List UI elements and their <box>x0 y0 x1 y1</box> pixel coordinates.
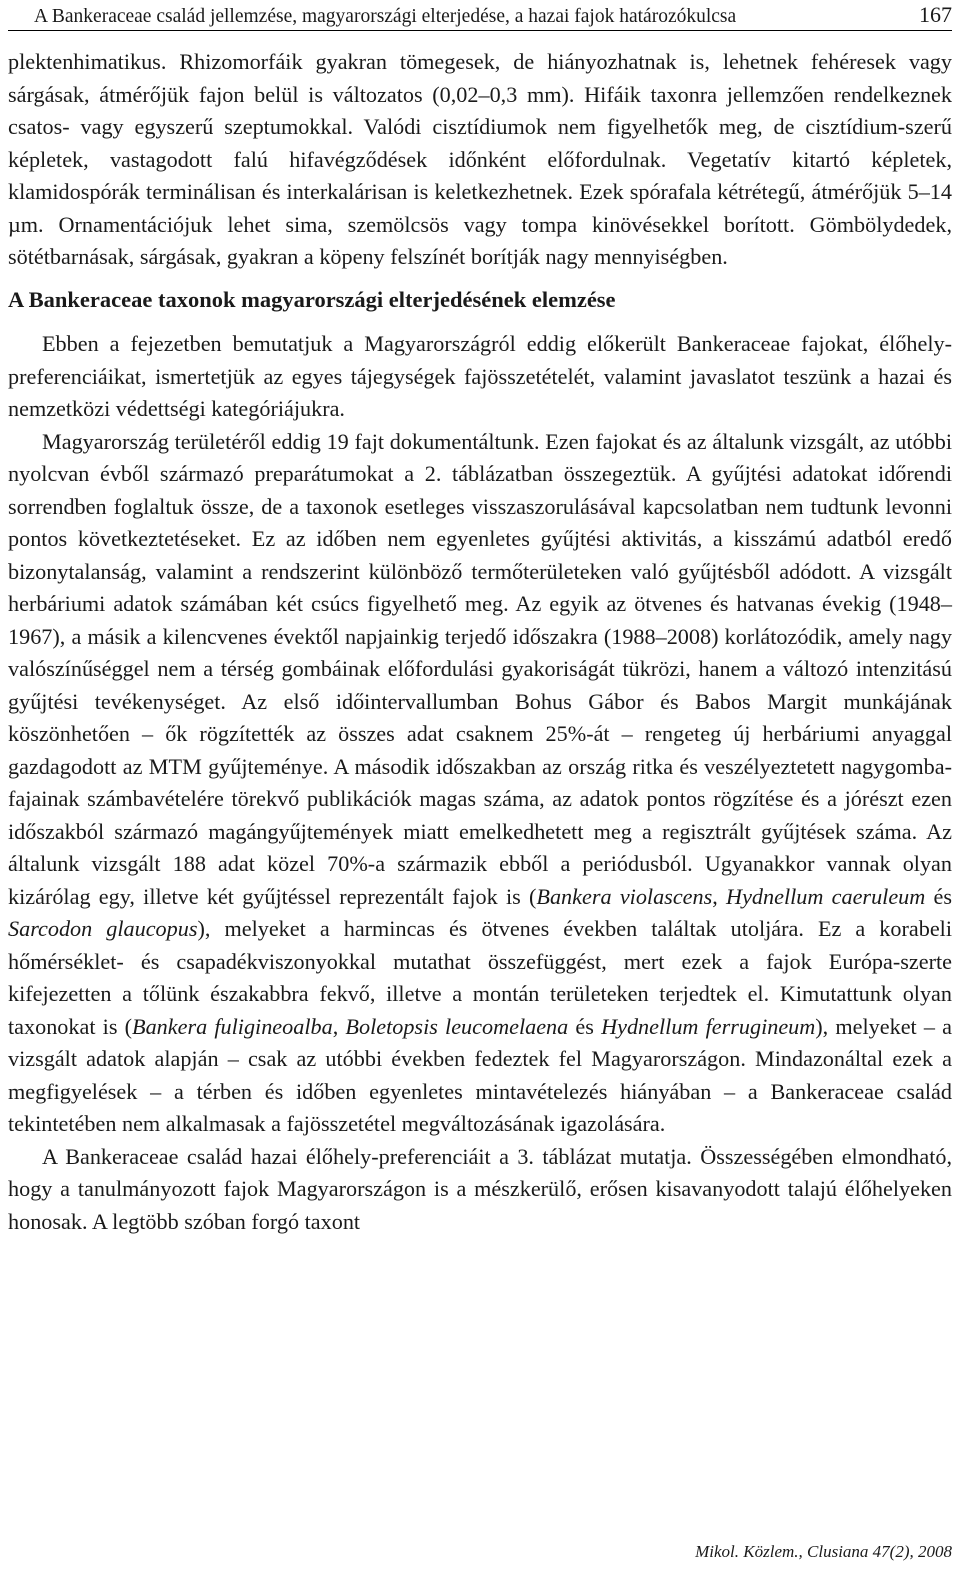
page-number: 167 <box>919 2 952 27</box>
body-text <box>8 46 952 1238</box>
separator: , <box>332 1013 346 1039</box>
separator: és <box>568 1013 602 1039</box>
running-head <box>8 0 952 31</box>
paragraph-intro: Ebben a fejezetben bemutatjuk a Magyarországról eddig előkerült Bankeraceae fajokat, élőhely-preferenciáikat, ismertetjük az egyes tájegységek fajösszetételét, valamint javaslatot teszünk a hazai és nemzetközi védettségi kategóriájukra. <box>8 331 952 421</box>
species-name: Sarcodon glaucopus <box>8 916 198 941</box>
separator: és <box>925 883 953 909</box>
species-name: Bankera fuligineoalba <box>132 1013 333 1039</box>
separator: , <box>712 883 727 909</box>
paragraph-continuation: plektenhimatikus. Rhizomorfáik gyakran tömegesek, de hiányozhatnak is, lehetnek fehéresek vagy sárgásak, átmérőjük fajon belül is változatos (0,02–0,3 mm). Hifáik taxonra jellemzően rendelkeznek csatos- vagy egyszerű szeptumokkal. Valódi cisztídiumok nem figyelhetők meg, de cisztídium-szerű képletek, vastagodott falú hifavégződések időnként előfordulnak. Vegetatív kitartó képletek, klamidospórák terminálisan és interkalárisan is keletkezhetnek. Ezek spórafala kétrétegű, átmérőjük 5–14 µm. Ornamentációjuk lehet sima, szemölcsös vagy tompa kinövésekkel borított. Gömbölydedek, sötétbarnásak, sárgásak, gyakran a köpeny felszínét borítják nagy mennyiségben. <box>8 49 952 269</box>
species-name: Boletopsis leucomelaena <box>345 1013 569 1039</box>
section-heading: A Bankeraceae taxonok magyarországi elterjedésének elemzése <box>8 286 616 312</box>
species-name: Bankera violascens <box>536 883 713 909</box>
running-head-title: A Bankeraceae család jellemzése, magyarországi elterjedése, a hazai fajok határozókulcsa <box>34 6 737 27</box>
paragraph-text: ), melyeket a harmincas és ötvenes években találtak utoljára. Ez a korabeli hőmérséklet- és csapadékviszonyokkal mutathat összefüggést, mert ezek a fajok Európa-szerte kifejezetten a tőlünk északabbra fekvő, illetve a montán területeken terjedtek el. Kimutattunk olyan taxonokat is ( <box>8 916 952 1039</box>
species-name: Hydnellum ferrugineum <box>601 1013 816 1039</box>
paragraph-text: ), melyeket – a vizsgált adatok alapján – csak az utóbbi években fedeztek fel Magyarországon. Mindazonáltal ezek a megfigyelések – a térben és időben egyenletes mintavételezés hiányában – a Bankeraceae család tekintetében nem alkalmasak a fajösszetétel megváltozásának igazolására. <box>8 1013 952 1136</box>
species-name: Hydnellum caeruleum <box>726 883 926 909</box>
paragraph-distribution <box>8 426 952 1141</box>
paragraph-habitat: A Bankeraceae család hazai élőhely-preferenciáit a 3. táblázat mutatja. Összességében elmondható, hogy a tanulmányozott fajok Magyarországon is a mészkerülő, erősen kisavanyodott talajú élőhelyeken honosak. A legtöbb szóban forgó taxont <box>8 1143 952 1234</box>
paragraph-text: Magyarország területéről eddig 19 fajt dokumentáltunk. Ezen fajokat és az általunk vizsgált, az utóbbi nyolcvan évből származó preparátumokat a 2. táblázatban összegeztük. A gyűjtési adatokat időrendi sorrendben foglaltuk össze, de a taxonok esetleges visszaszorulásával kapcsolatban nem tudtunk levonni pontos következtetéseket. Ez az időben nem egyenletes gyűjtési aktivitás, a kisszámú adatból eredő bizonytalanság, valamint a rendszerint különböző termőterületeken való gyűjtésből adódott. A vizsgált herbáriumi adatok számában két csúcs figyelhető meg. Az egyik az ötvenes és hatvanas évekig (1948–1967), a másik a kilencvenes évektől napjainkig terjedő időszakra (1988–2008) korlátozódik, amely nagy valószínűséggel nem a térség gombáinak előfordulási gyakoriságát tükrözi, hanem a változó intenzitású gyűjtési tevékenységet. Az első időintervallumban Bohus Gábor és Babos Margit munkájának köszönhetően – ők rögzítették az összes adat csaknem 25%-át – rengeteg új herbáriumi anyaggal gazdagodott az MTM gyűjteménye. A második időszakban az ország ritka és veszélyeztetett nagygomba-fajainak számbavételére törekvő publikációk magas száma, az adatok pontos rögzítése és a jórészt ezen időszakból származó magángyűjtemények miatt emelkedhetett meg a regisztrált gyűjtések száma. Az általunk vizsgált 188 adat közel 70%-a származik ebből a periódusból. Ugyanakkor vannak olyan kizárólag egy, illetve két gyűjtéssel reprezentált fajok is ( <box>8 428 952 909</box>
journal-citation: Mikol. Közlem., Clusiana 47(2), 2008 <box>695 1542 952 1561</box>
